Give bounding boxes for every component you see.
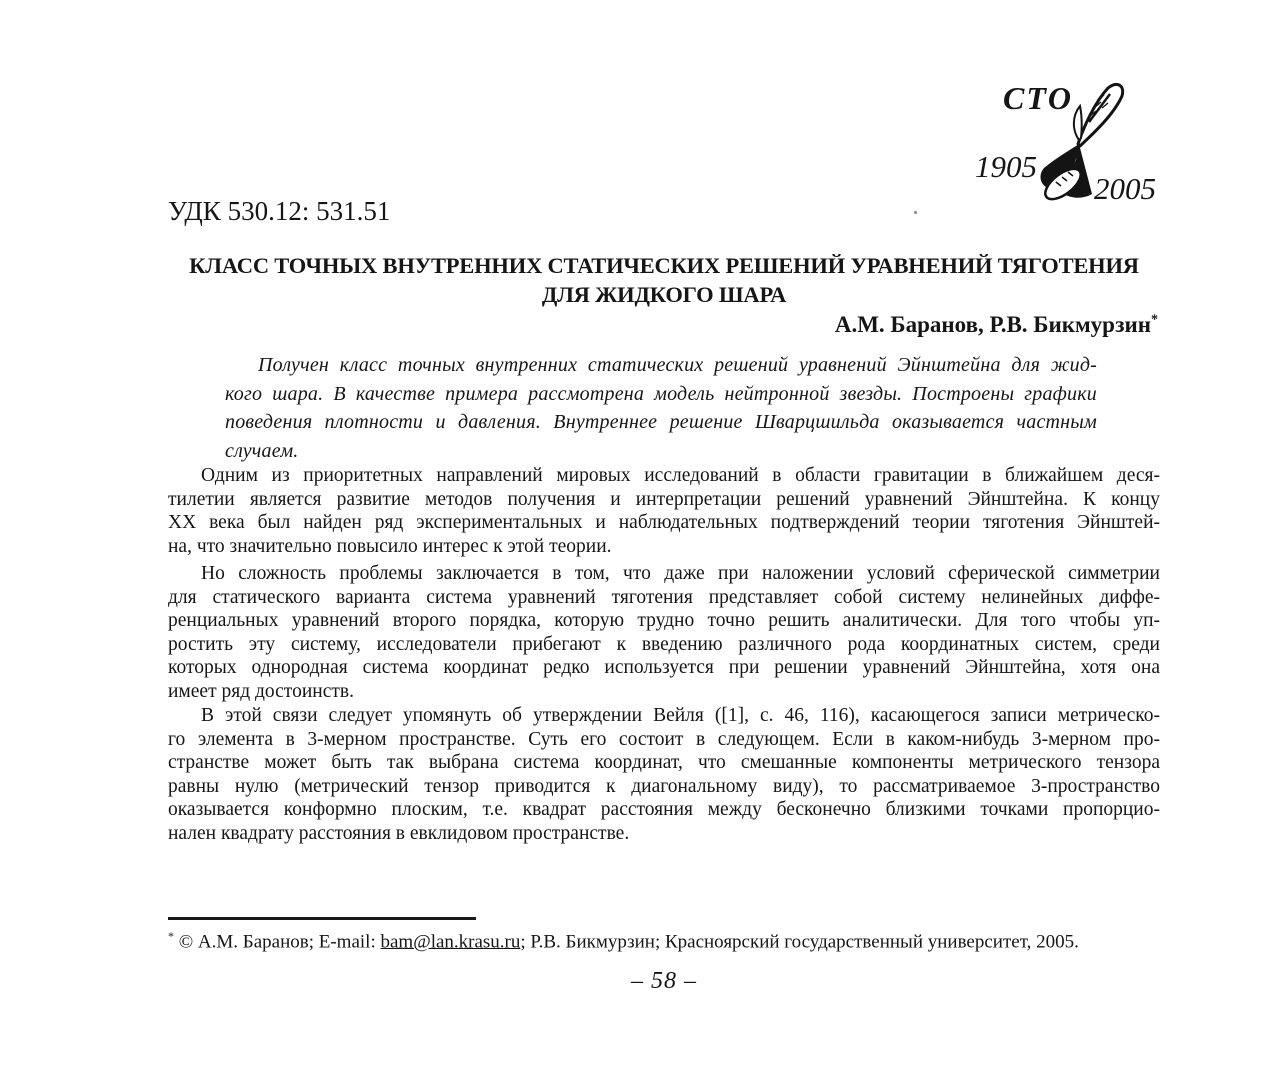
footnote xyxy=(168,929,1079,953)
footnote-text-after-email: ; Р.В. Бикмурзин; Красноярский государственный университет, 2005. xyxy=(520,931,1079,953)
body-line: странстве может быть так выбрана система координат, что смешанные компоненты метрического тензора xyxy=(168,752,1160,773)
abstract xyxy=(225,351,1097,465)
body-line: тилетии является развитие методов получения и интерпретации решений уравнений Эйнштейна. К концу xyxy=(168,488,1160,510)
body-line: на, что значительно повысило интерес к этой теории. xyxy=(168,535,612,557)
body-line: нален квадрату расстояния в евклидовом пространстве. xyxy=(168,822,630,844)
abstract-line: кого шара. В качестве примера рассмотрена модель нейтронной звезды. Построены графики xyxy=(225,382,1097,405)
body-line: В этой связи следует упомянуть об утверждении Вейля ([1], с. 46, 116), касающегося записи метрическо- xyxy=(201,705,1160,726)
udc-code: УДК 530.12: 531.51 xyxy=(168,196,391,226)
paragraph-3 xyxy=(168,704,1160,845)
page-number: – 58 – xyxy=(631,968,697,994)
authors-footnote-marker: * xyxy=(1151,312,1158,328)
abstract-line: Получен класс точных внутренних статических решений уравнений Эйнштейна для жид- xyxy=(258,354,1097,376)
logo-sto-text: СТО xyxy=(1003,80,1073,116)
body-line: XX века был найден ряд экспериментальных и наблюдательных подтверждений теории тяготения Эйнштей- xyxy=(168,512,1160,533)
body-line: оказывается конформно плоским, т.е. квадрат расстояния между бесконечно близкими точками пропорцио- xyxy=(168,799,1160,820)
scan-artifact-dot xyxy=(914,211,917,214)
footnote-text-before-email: © А.М. Баранов; E-mail: xyxy=(174,931,381,953)
body-line: которых однородная система координат редко используется при решении уравнений Эйнштейна, хотя она xyxy=(168,657,1160,678)
body-line: равны нулю (метрический тензор приводится к диагональному виду), то рассматриваемое 3-пространство xyxy=(168,775,1160,797)
paper-title xyxy=(136,251,1192,309)
body-line: ренциальных уравнений второго порядка, которую трудно точно решить аналитически. Для того чтобы уп- xyxy=(168,610,1160,631)
logo-year-1905: 1905 xyxy=(975,149,1037,184)
logo-year-2005: 2005 xyxy=(1094,171,1156,206)
abstract-line: поведения плотности и давления. Внутреннее решение Шварцшильда оказывается частным xyxy=(225,411,1097,433)
footnote-marker: * xyxy=(168,929,174,943)
author-names: А.М. Баранов, Р.В. Бикмурзин xyxy=(834,312,1151,337)
footnote-rule xyxy=(168,917,476,920)
abstract-line: случаем. xyxy=(225,439,299,462)
body-line: Но сложность проблемы заключается в том, что даже при наложении условий сферической симметрии xyxy=(201,563,1160,584)
footnote-email-link: bam@lan.krasu.ru xyxy=(380,931,521,953)
paper-title-line1: КЛАСС ТОЧНЫХ ВНУТРЕННИХ СТАТИЧЕСКИХ РЕШЕНИЙ УРАВНЕНИЙ ТЯГОТЕНИЯ xyxy=(189,253,1139,278)
paragraph-2 xyxy=(168,562,1160,703)
paragraph-1 xyxy=(168,464,1160,558)
body-line: Одним из приоритетных направлений мировых исследований в области гравитации в ближайшем деся- xyxy=(201,465,1160,486)
body-line: ростить эту систему, исследователи прибегают к введению различного рода координатных систем, среди xyxy=(168,633,1160,655)
authors-line xyxy=(835,312,1158,338)
paper-title-line2: ДЛЯ ЖИДКОГО ШАРА xyxy=(541,282,787,307)
body-line: го элемента в 3-мерном пространстве. Суть его состоит в следующем. Если в каком-нибудь 3-мерном про- xyxy=(168,728,1160,750)
body-line: для статического варианта система уравнений тяготения представляет собой систему нелинейных диффе- xyxy=(168,586,1160,608)
body-line: имеет ряд достоинств. xyxy=(168,680,354,702)
